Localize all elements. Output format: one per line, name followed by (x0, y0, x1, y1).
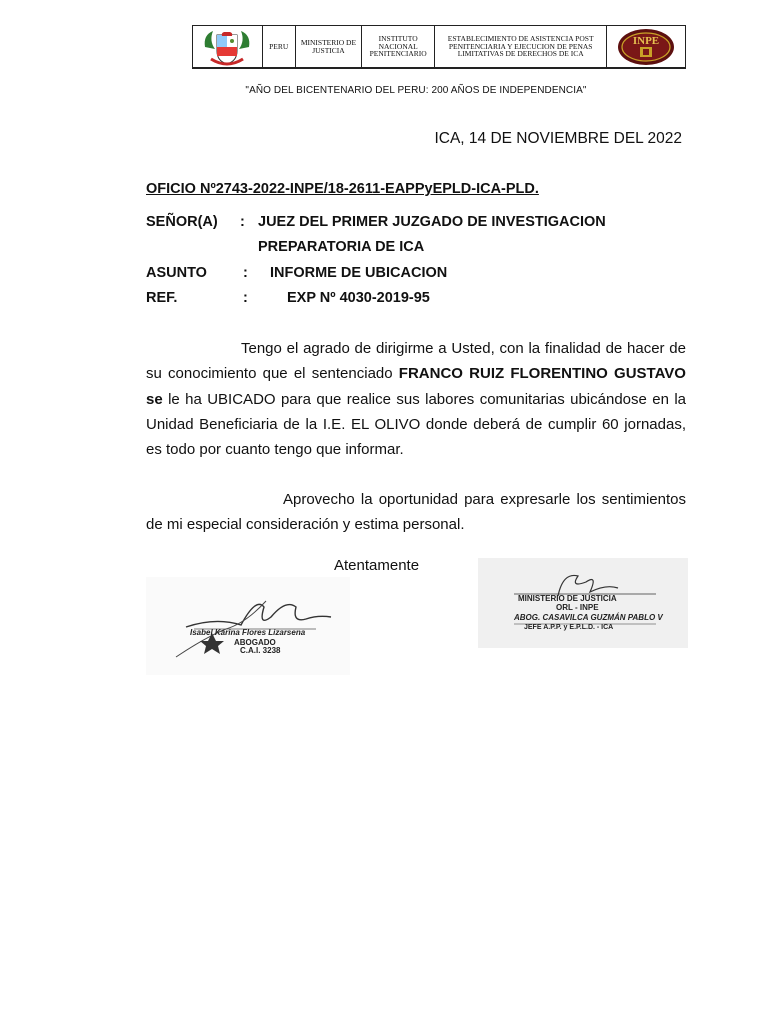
body-paragraph-2: Aprovecho la oportunidad para expresarle los sentimientos de mi especial consideración y estima personal. (146, 491, 686, 534)
addressee-label: SEÑOR(A) (146, 214, 218, 230)
inpe-logo-icon (607, 26, 685, 67)
stamp-line-4: JEFE A.P.P. y E.P.L.D. - ICA (524, 624, 614, 631)
peru-coat-of-arms-icon (193, 26, 263, 67)
signer-name: Isabel Karina Flores Lizarsena (190, 628, 306, 637)
addressee-field (146, 214, 686, 254)
year-motto: "AÑO DEL BICENTENARIO DEL PERU: 200 AÑOS DE INDEPENDENCIA" (245, 85, 587, 96)
header-cell-ministerio: MINISTERIO DE JUSTICIA (296, 26, 363, 67)
subject-field (146, 265, 686, 285)
oficio-number: OFICIO Nº2743-2022-INPE/18-2611-EAPPyEPLD-ICA-PLD. (146, 181, 539, 197)
date-line: ICA, 14 DE NOVIEMBRE DEL 2022 (434, 130, 682, 147)
reference-value: EXP Nº 4030-2019-95 (287, 290, 430, 306)
subject-value: INFORME DE UBICACION (270, 265, 448, 281)
body-paragraph-1 (146, 336, 686, 462)
official-stamp (478, 558, 688, 648)
subject-colon: : (243, 265, 248, 281)
reference-label: REF. (146, 290, 178, 306)
body-paragraph-1-intro: Tengo el agrado de dirigirme a Usted, con la finalidad de hacer de su conocimiento que el sentenciado (146, 340, 686, 383)
sentenced-name: FRANCO RUIZ FLORENTINO GUSTAVO se (146, 365, 686, 408)
header-cell-instituto: INSTITUTO NACIONAL PENITENCIARIO (362, 26, 435, 67)
stamp-line-3: ABOG. CASAVILCA GUZMÁN PABLO V (514, 613, 663, 622)
signer-role: ABOGADO (234, 638, 276, 647)
addressee-colon: : (240, 214, 245, 230)
handwritten-signature-icon (146, 577, 350, 675)
body-paragraph-1-rest: le ha UBICADO para que realice sus labores comunitarias ubicándose en la Unidad Beneficiaria de la I.E. EL OLIVO donde deberá de cumplir 60 jornadas, es todo por cuanto tengo que informar. (146, 390, 686, 459)
signer-id: C.A.I. 3238 (240, 646, 281, 655)
addressee-line-2: PREPARATORIA DE ICA (258, 239, 425, 255)
addressee-line-1: JUEZ DEL PRIMER JUZGADO DE INVESTIGACION (258, 214, 606, 230)
reference-field (146, 290, 686, 310)
header-cell-establecimiento: ESTABLECIMIENTO DE ASISTENCIA POST PENITENCIARIA Y EJECUCION DE PENAS LIMITATIVAS DE DERECHOS DE ICA (435, 26, 607, 67)
subject-label: ASUNTO (146, 265, 207, 281)
signature-left (146, 577, 350, 675)
reference-colon: : (243, 290, 248, 306)
letterhead-table (192, 25, 686, 69)
stamp-line-2: ORL - INPE (556, 603, 599, 612)
stamp-line-1: MINISTERIO DE JUSTICIA (518, 594, 617, 603)
closing-salutation: Atentamente (334, 557, 420, 574)
header-cell-peru: PERU (263, 26, 296, 67)
inpe-logo-text: INPE (633, 34, 660, 47)
